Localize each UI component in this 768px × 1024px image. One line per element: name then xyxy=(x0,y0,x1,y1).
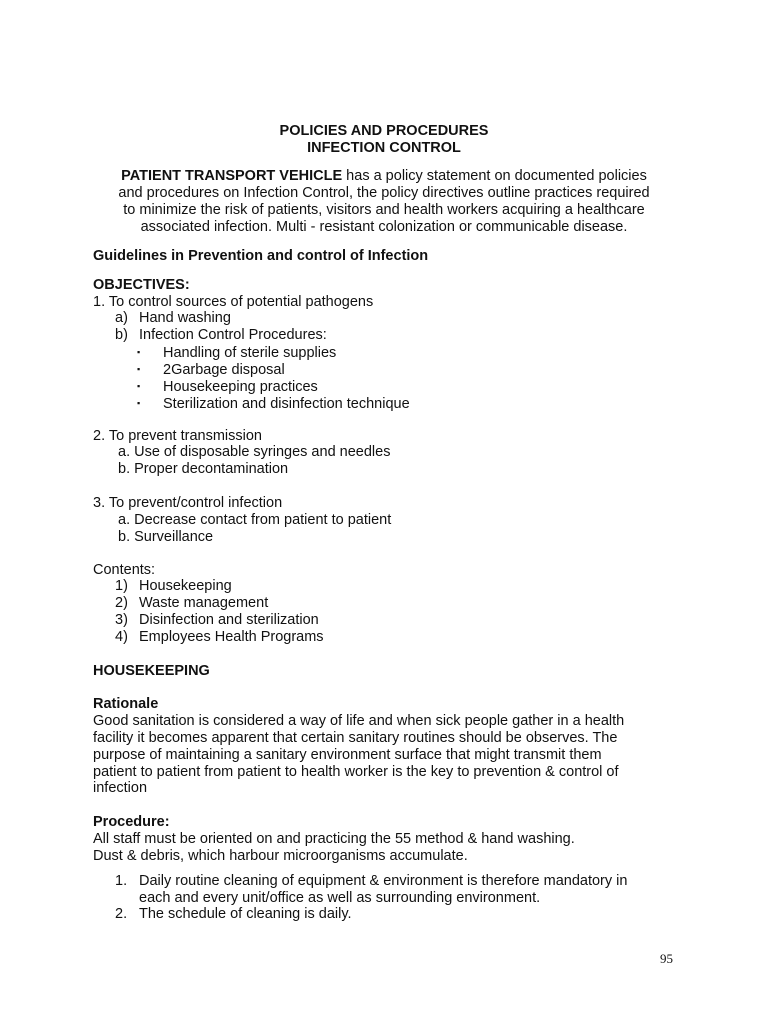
item-marker: 1) xyxy=(115,578,128,594)
bullet-icon: ▪ xyxy=(137,398,141,408)
item-text: Housekeeping xyxy=(139,578,232,594)
bullet-item xyxy=(137,378,318,396)
page-subtitle: INFECTION CONTROL xyxy=(307,140,461,156)
bullet-item xyxy=(137,344,336,362)
contents-heading: Contents: xyxy=(93,562,156,578)
step-text: Daily routine cleaning of equipment & environment is therefore mandatory in xyxy=(139,873,628,889)
rationale-line: purpose of maintaining a sanitary environment surface that might transmit them xyxy=(93,747,602,763)
item-marker: 3) xyxy=(115,612,128,628)
procedure-step xyxy=(115,906,352,923)
bullet-icon: ▪ xyxy=(137,381,141,391)
item-text: Waste management xyxy=(139,595,269,611)
objective-1-item-b xyxy=(115,327,327,344)
item-text: Disinfection and sterilization xyxy=(139,612,319,628)
bullet-icon: ▪ xyxy=(137,347,141,357)
objective-3-title: 3. To prevent/control infection xyxy=(93,495,283,511)
procedure-line: Dust & debris, which harbour microorganisms accumulate. xyxy=(93,848,468,864)
objective-2-item-a: a. Use of disposable syringes and needles xyxy=(118,444,391,460)
objective-3-item-a: a. Decrease contact from patient to patient xyxy=(118,512,392,528)
rationale-line: infection xyxy=(93,780,148,796)
procedure-step xyxy=(115,873,627,890)
objective-1-title: 1. To control sources of potential pathogens xyxy=(93,294,374,310)
bullet-text: Housekeeping practices xyxy=(163,379,318,395)
objective-2-title: 2. To prevent transmission xyxy=(93,428,262,444)
rationale-line: facility it becomes apparent that certain sanitary routines should be observes. The xyxy=(93,730,618,746)
intro-line-3: to minimize the risk of patients, visitors and health workers acquiring a healthcare xyxy=(123,202,645,218)
step-marker: 2. xyxy=(115,906,128,922)
bullet-text: 2Garbage disposal xyxy=(163,362,285,378)
intro-line-2: and procedures on Infection Control, the policy directives outline practices required xyxy=(118,185,650,201)
bullet-icon: ▪ xyxy=(137,364,141,374)
objective-3-item-b: b. Surveillance xyxy=(118,529,214,545)
procedure-heading: Procedure: xyxy=(93,814,170,830)
procedure-step-continuation: each and every unit/office as well as surrounding environment. xyxy=(139,890,541,906)
item-text: Employees Health Programs xyxy=(139,629,324,645)
contents-item xyxy=(115,578,232,595)
item-marker: a) xyxy=(115,310,128,326)
bullet-text: Handling of sterile supplies xyxy=(163,345,337,361)
page-number: 95 xyxy=(660,951,673,966)
bullet-item xyxy=(137,361,285,379)
intro-line-1-rest: has a policy statement on documented policies xyxy=(342,168,647,184)
contents-item xyxy=(115,629,324,646)
step-text: The schedule of cleaning is daily. xyxy=(139,906,352,922)
page-title: POLICIES AND PROCEDURES xyxy=(279,123,489,139)
step-marker: 1. xyxy=(115,873,128,889)
guidelines-heading: Guidelines in Prevention and control of Infection xyxy=(93,248,429,264)
item-text: Infection Control Procedures: xyxy=(139,327,327,343)
rationale-line: patient to patient from patient to health worker is the key to prevention & control of xyxy=(93,764,619,780)
item-marker: b) xyxy=(115,327,128,343)
intro-line-4: associated infection. Multi - resistant colonization or communicable disease. xyxy=(140,219,628,235)
bullet-item xyxy=(137,395,410,413)
contents-item xyxy=(115,612,319,629)
intro-line-1 xyxy=(0,168,768,185)
item-marker: 4) xyxy=(115,629,128,645)
rationale-heading: Rationale xyxy=(93,696,159,712)
item-text: Hand washing xyxy=(139,310,231,326)
contents-item xyxy=(115,595,268,612)
objective-2-item-b: b. Proper decontamination xyxy=(118,461,289,477)
item-marker: 2) xyxy=(115,595,128,611)
objective-1-item-a xyxy=(115,310,231,327)
housekeeping-heading: HOUSEKEEPING xyxy=(93,663,210,679)
bullet-text: Sterilization and disinfection technique xyxy=(163,396,410,412)
procedure-line: All staff must be oriented on and practicing the 55 method & hand washing. xyxy=(93,831,575,847)
rationale-line: Good sanitation is considered a way of life and when sick people gather in a health xyxy=(93,713,625,729)
intro-bold-lead: PATIENT TRANSPORT VEHICLE xyxy=(121,168,343,184)
objectives-heading: OBJECTIVES: xyxy=(93,277,190,293)
